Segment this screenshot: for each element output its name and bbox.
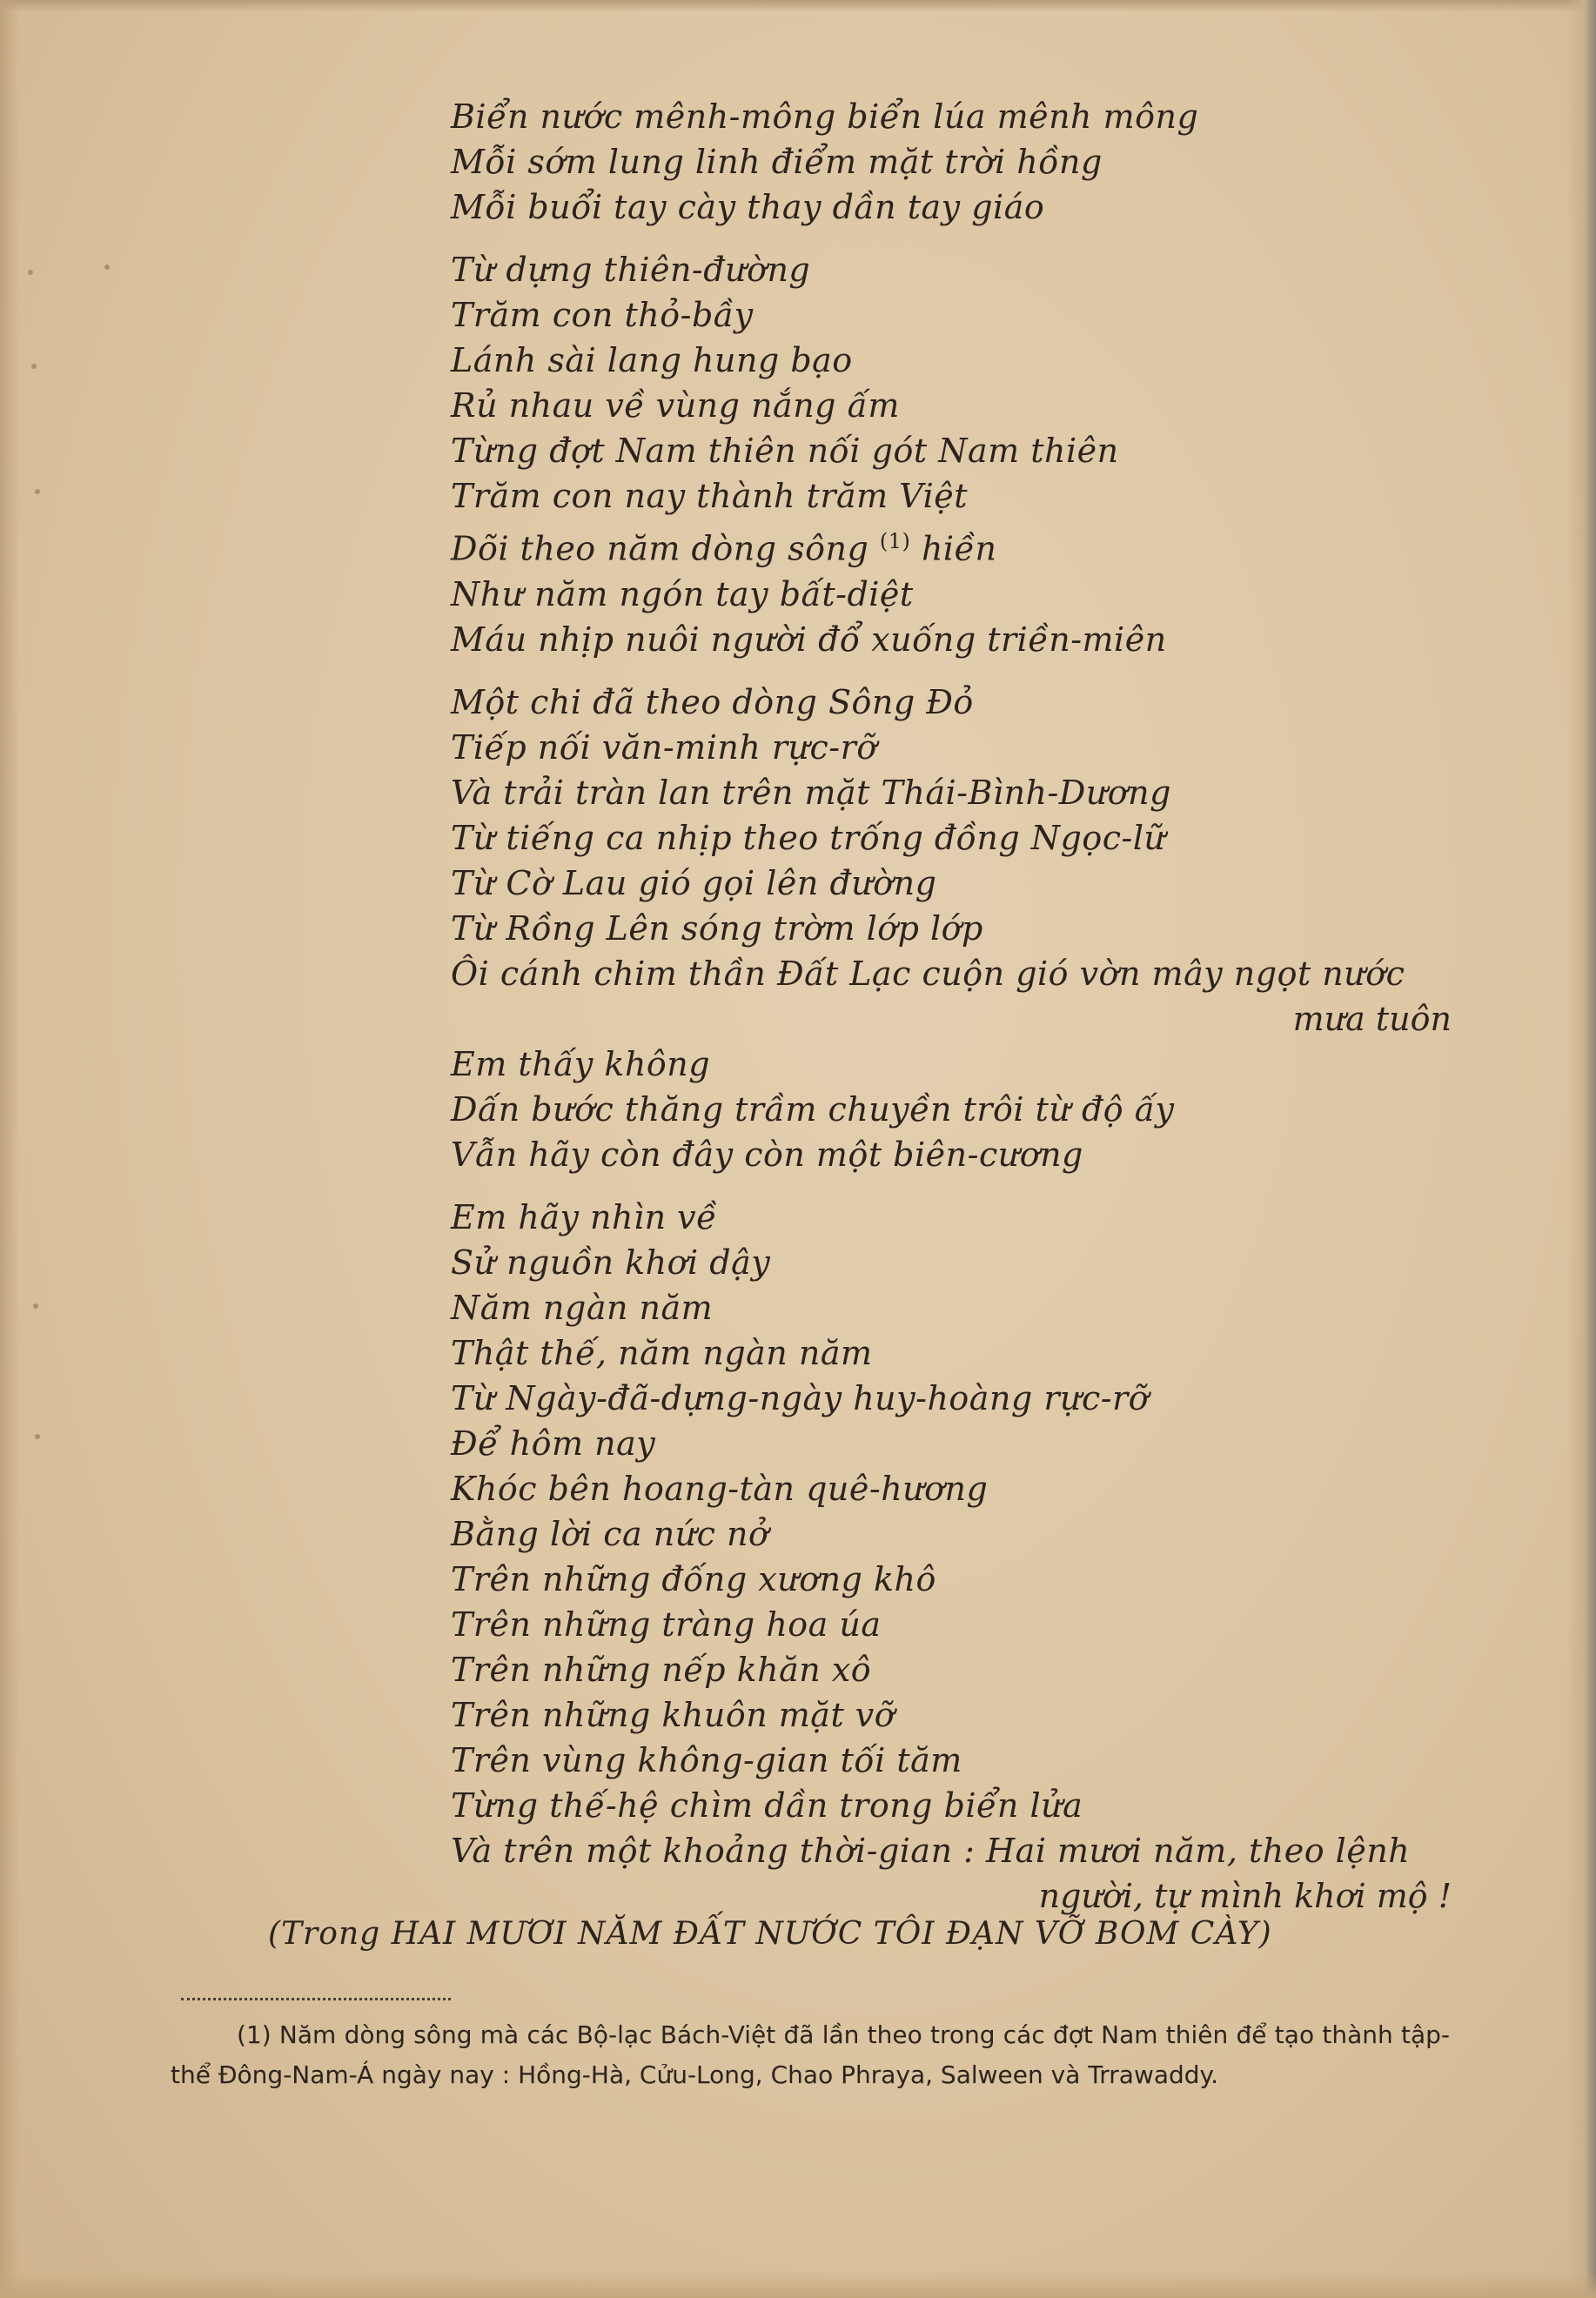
poem-line-text: Trên những nếp khăn xô [451, 1650, 872, 1689]
poem-line-text: Trên vùng không-gian tối tăm [451, 1740, 962, 1779]
poem-line [451, 1783, 1452, 1828]
poem-line-text: Từ Rồng Lên sóng trờm lớp lớp [451, 908, 983, 948]
footnote: (1) Năm dòng sông mà các Bộ-lạc Bách-Việt đã lần theo trong các đợt Nam thiên để tạo thành tập-thể Đông-Nam-Á ngày nay : Hồng-Hà, Cửu-Long, Chao Phraya, Salween và Trrawaddy. [171, 2020, 1450, 2089]
poem-line-text: Sử nguồn khơi dậy [451, 1243, 771, 1282]
poem-line [451, 184, 1452, 230]
poem-line-text: Dõi theo năm dòng sông [451, 529, 869, 568]
paper-speck [28, 270, 33, 275]
poem-line-text: Máu nhịp nuôi người đổ xuống triền-miên [451, 620, 1167, 659]
poem-line [451, 951, 1452, 996]
poem-line [451, 1828, 1452, 1873]
poem-line-text: Biển nước mênh-mông biển lúa mênh mông [451, 97, 1199, 136]
poem-line [451, 861, 1452, 906]
poem-line-text: Em hãy nhìn về [451, 1197, 718, 1236]
poem-line-text: Từng đợt Nam thiên nối gót Nam thiên [451, 432, 1119, 470]
poem-line [451, 680, 1452, 725]
poem-line-text: Như năm ngón tay bất-diệt [451, 574, 914, 613]
poem-line [451, 1376, 1452, 1421]
footnote-separator [181, 1998, 451, 2000]
poem-line-text: Vẫn hãy còn đây còn một biên-cương [451, 1135, 1083, 1174]
page-edge-right [1566, 0, 1596, 2298]
poem-line [451, 1240, 1452, 1285]
poem-source: (Trong HAI MƯƠI NĂM ĐẤT NƯỚC TÔI ĐẠN VỠ BOM CÀY) [268, 1916, 1272, 1952]
poem-line [451, 1647, 1452, 1692]
poem-line [451, 1421, 1452, 1466]
poem-line [451, 1330, 1452, 1376]
poem-line [451, 1738, 1452, 1783]
paper-speck [35, 489, 40, 494]
paper-speck [33, 1303, 38, 1309]
poem-line-text: Thật thế, năm ngàn năm [451, 1333, 873, 1372]
poem-line [451, 1087, 1452, 1132]
poem-line [451, 906, 1452, 951]
poem-line [451, 617, 1452, 662]
poem-line [451, 1557, 1452, 1602]
page-edge-left [0, 0, 19, 2298]
poem-line [451, 725, 1452, 770]
paper-speck [35, 1434, 40, 1439]
poem-line-continuation: mưa tuôn [1292, 999, 1452, 1038]
poem-line [451, 428, 1452, 473]
poem-line-text: Em thấy không [451, 1044, 711, 1083]
poem-line [451, 1466, 1452, 1511]
poem-line-text: Rủ nhau về vùng nắng ấm [451, 386, 900, 425]
poem-line [451, 1602, 1452, 1647]
poem-line-text: Trăm con thỏ-bầy [451, 296, 754, 334]
poem-line [451, 1132, 1452, 1177]
poem-line-text: Năm ngàn năm [451, 1288, 714, 1327]
poem-line-tail: hiền [910, 529, 997, 568]
poem-line [451, 572, 1452, 617]
poem-stanza [451, 247, 1452, 662]
poem-line [451, 1285, 1452, 1330]
poem-line-text: Từ Cờ Lau gió gọi lên đường [451, 863, 937, 902]
poem-line-text: Trăm con nay thành trăm Việt [451, 477, 968, 515]
poem [451, 94, 1452, 1936]
poem-line [451, 1042, 1452, 1087]
poem-line [451, 1195, 1452, 1240]
page-edge-top [0, 0, 1596, 12]
poem-line-text: Lánh sài lang hung bạo [451, 341, 853, 379]
poem-line-continuation: người, tự mình khơi mộ ! [1038, 1876, 1452, 1915]
paper-speck [31, 364, 37, 369]
poem-line-text: Tiếp nối văn-minh rực-rỡ [451, 727, 877, 767]
poem-stanza [451, 94, 1452, 230]
poem-line-text: Trên những đống xương khô [451, 1559, 936, 1598]
poem-line [451, 383, 1452, 428]
poem-line [451, 519, 1452, 572]
poem-line-text: Trên những tràng hoa úa [451, 1605, 882, 1644]
poem-line [451, 338, 1452, 383]
poem-line [451, 247, 1452, 292]
poem-line-text: Để hôm nay [451, 1424, 656, 1463]
poem-line-text: Bằng lời ca nức nở [451, 1514, 769, 1553]
poem-line [451, 1692, 1452, 1738]
poem-line [451, 139, 1452, 184]
poem-line-text: Ôi cánh chim thần Đất Lạc cuộn gió vờn mây ngọt nước [451, 954, 1405, 993]
poem-line-text: Dấn bước thăng trầm chuyền trôi từ độ ấy [451, 1089, 1175, 1129]
poem-line-text: Mỗi sớm lung linh điểm mặt trời hồng [451, 143, 1103, 181]
poem-line-text: Từ tiếng ca nhịp theo trống đồng Ngọc-lữ [451, 818, 1166, 857]
poem-line-text: Trên những khuôn mặt vỡ [451, 1695, 895, 1734]
poem-line-text: Từ Ngày-đã-dựng-ngày huy-hoàng rực-rỡ [451, 1378, 1150, 1417]
footnote-mark: (1) [879, 529, 911, 553]
poem-line-text: Từng thế-hệ chìm dần trong biển lửa [451, 1785, 1083, 1825]
poem-line-text: Từ dựng thiên-đường [451, 251, 811, 289]
paper-speck [104, 265, 110, 270]
poem-line-text: Một chi đã theo dòng Sông Đỏ [451, 682, 974, 721]
poem-line [451, 94, 1452, 139]
page-edge-bottom [0, 2272, 1596, 2298]
poem-line [451, 770, 1452, 815]
poem-line [451, 815, 1452, 861]
poem-line [451, 1511, 1452, 1557]
poem-line-text: Và trải tràn lan trên mặt Thái-Bình-Dương [451, 773, 1171, 812]
poem-line-text: Mỗi buổi tay cày thay dần tay giáo [451, 188, 1045, 226]
poem-line [451, 292, 1452, 338]
poem-line [451, 473, 1452, 519]
poem-line-text: Và trên một khoảng thời-gian : Hai mươi năm, theo lệnh [451, 1831, 1411, 1870]
poem-line-text: Khóc bên hoang-tàn quê-hương [451, 1469, 989, 1508]
poem-stanza [451, 680, 1452, 1177]
poem-stanza [451, 1195, 1452, 1919]
